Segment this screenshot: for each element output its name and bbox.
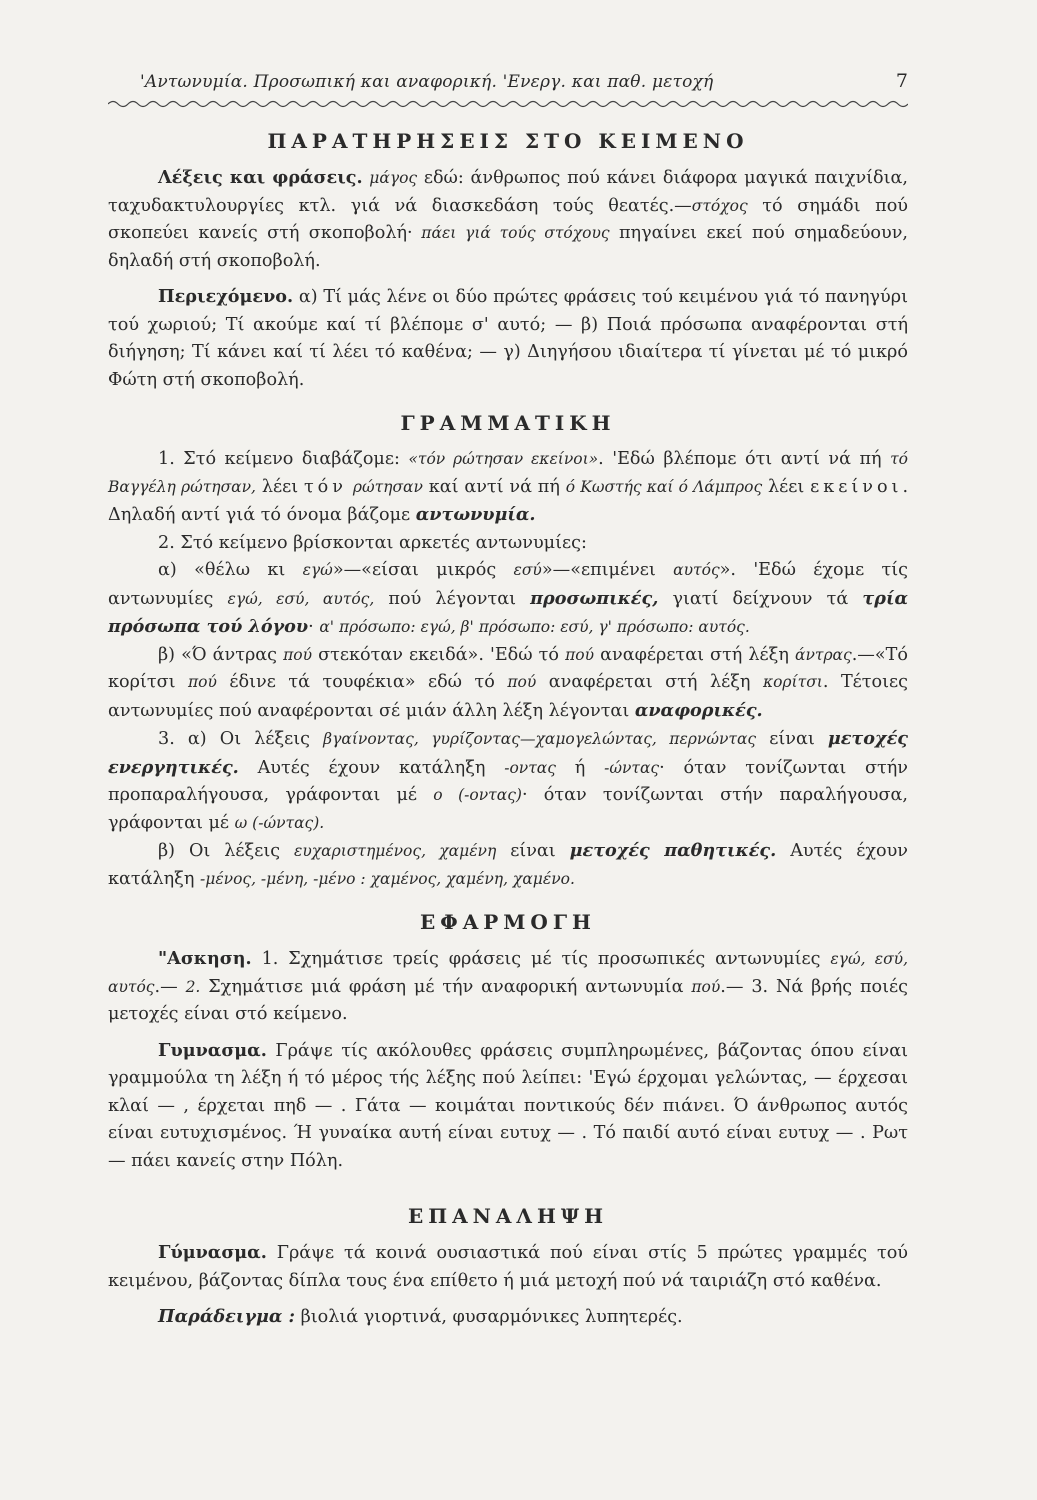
example: -οντας: [504, 758, 556, 777]
grammar-point-2: 2. Στό κείμενο βρίσκονται αρκετές αντωνυμίες:: [158, 532, 587, 553]
example: τό Βαγγέλη ρώτησαν,: [108, 450, 908, 496]
term-bold-italic: αναφορικές.: [634, 699, 763, 721]
example: πού: [187, 673, 217, 691]
text-span: .— 3. Νά βρής ποιές μετοχές είναι στό κείμενο.: [108, 976, 908, 1024]
drill-paragraph: [108, 1037, 908, 1176]
text-span: .—: [154, 976, 186, 997]
text-span: 1. Σχημάτισε τρείς φράσεις μέ τίς προσωπικές αντωνυμίες: [251, 949, 831, 969]
example: κορίτσι: [762, 673, 823, 691]
text-span: »—«είσαι μικρός: [332, 560, 514, 580]
example: ευχαριστημένος, χαμένη: [294, 842, 497, 860]
header-title: 'Αντωνυμία. Προσωπική και αναφορική. 'Ενεργ. και παθ. μετοχή: [140, 72, 714, 92]
label-exercise: "Ασκηση.: [158, 948, 252, 969]
example: πού: [565, 645, 595, 664]
text-span: β) Οι λέξεις: [158, 841, 295, 861]
section-heading-grammar: ΓΡΑΜΜΑΤΙΚΗ: [400, 411, 616, 435]
example: άντρας: [794, 645, 852, 664]
term-pasei: πάει γιά τούς στόχους: [412, 224, 610, 242]
text-span: βιολιά γιορτινά, φυσαρμόνικες λυπητερές.: [295, 1307, 683, 1327]
text-span: . Τέτοιες αντωνυμίες πού αναφέρονται σέ μιάν άλλη λέξη λέγονται: [108, 672, 908, 721]
example: εγώ, εσύ, αυτός: [108, 950, 908, 996]
label-drill: Γύμνασμα.: [158, 1242, 267, 1263]
text-span: ή: [555, 757, 605, 778]
text-span: . 'Εδώ βλέπομε ότι αντί νά πή: [598, 449, 891, 469]
example: πού: [507, 673, 537, 691]
text-span: εδώ: άνθρωπος πού κάνει διάφορα μαγικά παιχνίδια, ταχυδακτυλουργίες κτλ. γιά νά διασκεδάση τούς θεατές.—: [108, 168, 909, 216]
text-span: α) «θέλω κι: [158, 560, 303, 580]
grammar-point-2b: [108, 642, 908, 726]
text-span: αναφέρεται στή λέξη: [536, 672, 763, 692]
paragraph-content: [108, 283, 908, 394]
term-bold-italic: μετοχές ενεργητικές.: [108, 728, 908, 778]
text-span: τό σημάδι πού σκοπεύει κανείς στή σκοποβολή·: [108, 195, 908, 243]
example: βγαίνοντας, γυρίζοντας—χαμογελώντας, περνώντας: [323, 730, 757, 748]
text-span: »—«επιμένει: [541, 560, 674, 580]
term-bold-italic: αντωνυμία.: [415, 504, 536, 525]
text-span: .—«Τό κορίτσι: [108, 644, 908, 692]
text-span: 1. Στό κείμενο διαβάζομε:: [158, 449, 409, 469]
text-span: Αυτές έχουν κατάληξη: [238, 757, 505, 778]
paragraph-words-phrases: [108, 164, 908, 275]
exercise-paragraph: [108, 945, 908, 1029]
text-span: λέει: [256, 476, 304, 497]
text-span: . Δηλαδή αντί γιά τό όνομα βάζομε: [108, 476, 909, 525]
example: ο (-οντας): [433, 786, 522, 804]
example: εγώ: [302, 561, 333, 579]
label-content: Περιεχόμενο.: [158, 286, 294, 307]
example: α' πρόσωπο: εγώ, β' πρόσωπο: εσύ, γ' πρόσωπο: αυτός.: [319, 618, 750, 636]
spaced-word: εκείνοι: [810, 476, 903, 497]
text-span: ». 'Εδώ έχομε τίς αντωνυμίες: [108, 560, 908, 609]
text-span: λέει: [762, 476, 811, 497]
text-span: β) «Ό άντρας: [158, 644, 284, 665]
running-header: [108, 70, 908, 92]
label-words-phrases: Λέξεις και φράσεις.: [158, 167, 363, 188]
wavy-rule: [108, 98, 908, 110]
text-span: ·: [308, 617, 320, 637]
text-span: · όταν τονίζωνται στήν παραλήγουσα, γράφονται μέ: [108, 785, 908, 833]
example: -μένος, -μένη, -μένο : χαμένος, χαμένη, χαμένο.: [200, 869, 575, 888]
term-bold-italic: μετοχές παθητικές.: [569, 840, 777, 861]
grammar-point-2a: [108, 557, 908, 642]
example: εσύ: [513, 561, 542, 579]
text-span: Γράψε τίς ακόλουθες φράσεις συμπληρωμένες, βάζοντας όπου είναι γραμμούλα τη λέξη ή τό μέρος τής λέξης πού λείπει: 'Εγώ έρχομαι γελώντας, — έρχεσαι κλαί — , έρχεται πηδ — . Γάτα — κοιμάται ποντικούς δέν πιάνει. Ό άνθρωπος αυτός είναι ευτυχισμένος. Ή γυναίκα αυτή είναι ευτυχ — . Τό παιδί αυτό είναι ευτυχ — . Ρωτ — πάει κανείς στην Πόλη.: [108, 1040, 908, 1171]
example: πού: [691, 977, 721, 996]
label-example: Παράδειγμα :: [158, 1306, 295, 1327]
spaced-word: τόν: [303, 476, 347, 497]
example: 2.: [185, 977, 201, 996]
text-span: Σχημάτισε μιά φράση μέ τήν αναφορική αντωνυμία: [200, 976, 692, 997]
text-span: αναφέρεται στή λέξη: [594, 644, 795, 665]
page-number: 7: [895, 70, 908, 92]
example: πού: [283, 645, 313, 664]
term-magos: μάγος: [369, 169, 418, 187]
term-stochos: στόχος: [691, 196, 748, 215]
example: αυτός: [673, 561, 720, 579]
example: εγώ, εσύ, αυτός,: [227, 589, 375, 608]
grammar-point-3a: [108, 725, 908, 837]
example: ό Κωστής καί ό Λάμπρος: [565, 477, 763, 496]
term-bold-italic: τρία πρόσωπα τού λόγου: [108, 587, 909, 637]
text-span: έδινε τά τουφέκια» εδώ τό: [216, 672, 508, 692]
text-span: · όταν τονίζωνται στήν προπαραλήγουσα, γράφονται μέ: [108, 757, 908, 805]
text-span: καί αντί νά πή: [422, 476, 566, 497]
term-bold-italic: προσωπικές,: [530, 587, 659, 609]
text-span: στεκόταν εκειδά». 'Εδώ τό: [312, 644, 566, 665]
grammar-point-3b: [108, 837, 908, 893]
text-span: 3. α) Οι λέξεις: [158, 729, 324, 749]
example: ω (-ώντας).: [234, 813, 325, 832]
section-heading-observations: ΠΑΡΑΤΗΡΗΣΕΙΣ ΣΤΟ ΚΕΙΜΕΝΟ: [267, 129, 749, 153]
text-span: α) Τί μάς λένε οι δύο πρώτες φράσεις τού κειμένου γιά τό πανηγύρι τού χωριού; Τί ακούμε καί τί βλέπομε σ' αυτό; — β) Ποιά πρόσωπα αναφέρονται στή διήγηση; Τί κάνει καί τί λέει τό καθένα; — γ) Διηγήσου ιδιαίτερα τί γίνεται μέ τό μικρό Φώτη στή σκοποβολή.: [108, 287, 908, 390]
label-drill: Γυμνασμα.: [158, 1039, 267, 1061]
text-span: Αυτές έχουν κατάληξη: [108, 841, 908, 889]
text-span: είναι: [756, 729, 828, 749]
grammar-point-1: [108, 446, 908, 530]
example-paragraph: [108, 1303, 908, 1332]
section-heading-application: ΕΦΑΡΜΟΓΗ: [420, 910, 596, 934]
quote: «τόν ρώτησαν εκείνοι»: [408, 450, 599, 468]
text-span: πηγαίνει εκεί πού σημαδεύουν, δηλαδή στή σκοποβολή.: [108, 223, 909, 271]
page: [108, 70, 908, 1332]
section-heading-review: ΕΠΑΝΑΛΗΨΗ: [407, 1204, 609, 1228]
review-drill-paragraph: [108, 1239, 908, 1295]
text-span: γιατί δείχνουν τά: [658, 588, 863, 609]
example: -ώντας: [604, 758, 660, 777]
text-span: είναι: [496, 841, 570, 861]
example: ρώτησαν: [352, 477, 423, 496]
text-span: πού λέγονται: [374, 588, 531, 609]
text-span: Γράψε τά κοινά ουσιαστικά πού είναι στίς 5 πρώτες γραμμές τού κειμένου, βάζοντας δίπλα τους ένα επίθετο ή μιά μετοχή πού νά ταιριάζη στό καθένα.: [108, 1243, 908, 1291]
